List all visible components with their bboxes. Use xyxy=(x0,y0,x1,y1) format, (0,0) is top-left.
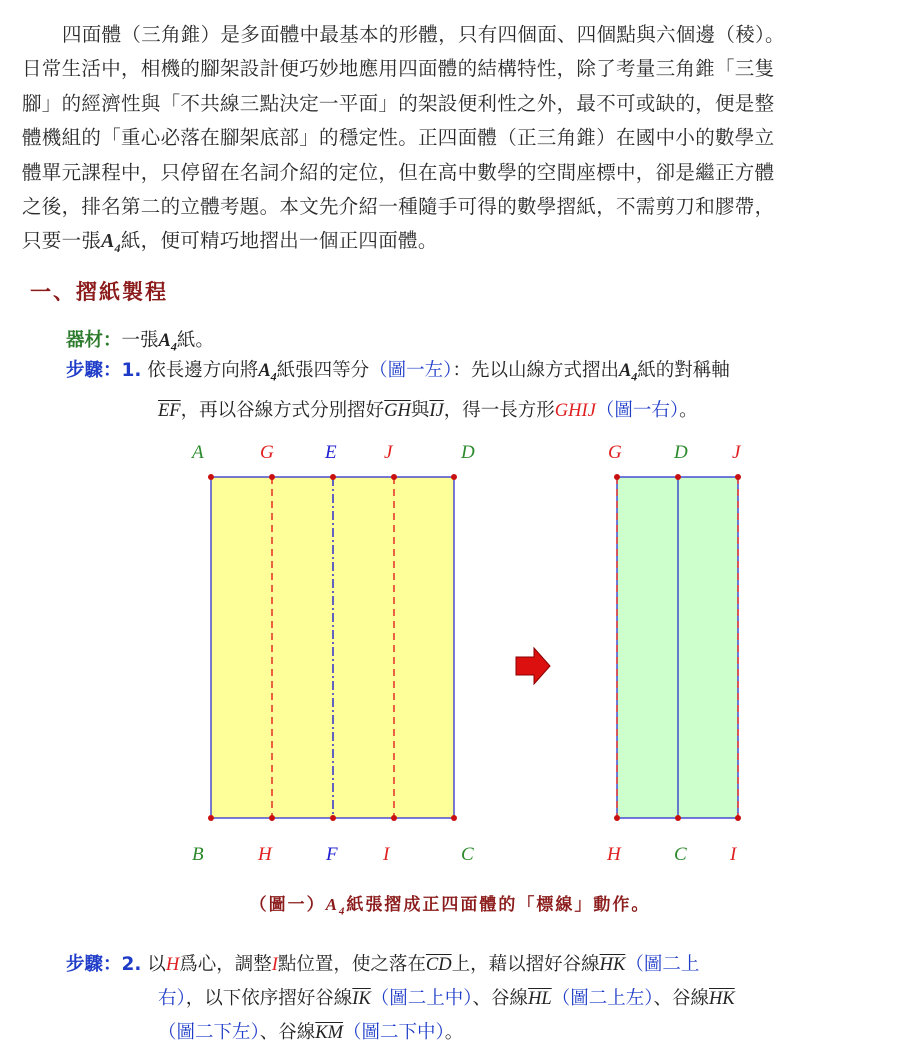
step-1: 步驟：1. 依長邊方向將$A_4$紙張四等分（圖一左）：先以山線方式摺出$A_4$紙的對稱軸 $\overline{EF}$，再以谷線方式分別摺好$\overline{GH}$與$\overline{IJ}$，得一長方形GHIJ（圖一右）。 xyxy=(66,360,730,421)
label-g-right: G xyxy=(608,442,622,463)
right-arrow-icon xyxy=(516,648,550,684)
label-e: E xyxy=(325,442,337,463)
segment-ij: $\overline{IJ}$ xyxy=(429,400,444,421)
figure-ref: （圖一左） xyxy=(369,360,453,381)
intro-line: 之後，排名第二的立體考題。本文先介紹一種隨手可得的數學摺紙，不需剪刀和膠帶， xyxy=(22,195,775,219)
label-h-right: H xyxy=(607,844,621,865)
intro-line: 只要一張$A_4$紙，便可精巧地摺出一個正四面體。 xyxy=(22,229,438,256)
segment-hk-2: $\overline{HK}$ xyxy=(709,989,735,1009)
step-2: 步驟：2. 以H爲心，調整I點位置，使之落在$\overline{CD}$上，藉以摺好谷線$\overline{HK}$（圖二上 右），以下依序摺好谷線$\overline{IK}$（圖二上中）、谷線$\overline{HL}$（圖二上左）、谷線$\overline{HK}$ （圖二下左）、谷線$\overline{KM}$（圖二下中）。 xyxy=(66,954,735,1043)
figure-1-caption: （圖一）$A_4$紙張摺成正四面體的「標線」動作。 xyxy=(249,895,651,918)
label-c-right: C xyxy=(674,844,687,865)
label-j: J xyxy=(384,442,393,463)
figure-ref: （圖二下左） xyxy=(158,1022,260,1043)
segment-gh: $\overline{GH}$ xyxy=(384,400,411,421)
materials-label: 器材： xyxy=(66,330,122,351)
rect-ghij: GHIJ xyxy=(554,400,596,421)
intro-line: 日常生活中，相機的腳架設計便巧妙地應用四面體的結構特性，除了考量三角錐「三隻 xyxy=(22,57,775,81)
segment-hk: $\overline{HK}$ xyxy=(599,955,626,975)
intro-line: 體單元課程中，只停留在名詞介紹的定位，但在高中數學的空間座標中，卻是繼正方體 xyxy=(22,160,775,184)
section-heading: 一、摺紙製程 xyxy=(30,280,168,304)
intro-line: 四面體（三角錐）是多面體中最基本的形體，只有四個面、四個點與六個邊（稜）。 xyxy=(62,23,785,46)
segment-hl: $\overline{HL}$ xyxy=(528,989,552,1009)
label-h: H xyxy=(258,844,272,865)
segment-ik: $\overline{IK}$ xyxy=(352,989,371,1009)
figure-ref: （圖二上左） xyxy=(551,988,654,1009)
segment-km: $\overline{KM}$ xyxy=(315,1023,344,1043)
step-2-label: 步驟：2. xyxy=(66,954,142,975)
segment-cd: $\overline{CD}$ xyxy=(425,955,452,975)
figure-ref: （圖二下中） xyxy=(343,1022,445,1043)
label-i-right: I xyxy=(730,844,737,865)
label-g: G xyxy=(260,442,274,463)
label-d-right: D xyxy=(674,442,688,463)
label-f: F xyxy=(326,844,338,865)
intro-line: 體機組的「重心必落在腳架底部」的穩定性。正四面體（正三角錐）在國中小的數學立 xyxy=(22,126,775,150)
segment-ef: $\overline{EF}$ xyxy=(158,400,181,421)
figure-ref: （圖二上中） xyxy=(370,988,473,1009)
figure-ref: （圖一右） xyxy=(595,399,680,421)
label-d: D xyxy=(461,442,475,463)
label-j-right: J xyxy=(732,442,741,463)
materials-line: 器材：一張$A_4$紙。 xyxy=(66,330,214,354)
label-a: A xyxy=(192,442,204,463)
intro-paragraph xyxy=(22,18,884,266)
label-b: B xyxy=(192,844,204,865)
label-c: C xyxy=(461,844,474,865)
step-1-label: 步驟：1. xyxy=(66,360,142,381)
label-i: I xyxy=(383,844,390,865)
figure-ref: （圖二上 xyxy=(625,954,700,975)
figure-1 xyxy=(0,440,900,880)
intro-line: 腳」的經濟性與「不共線三點決定一平面」的架設便利性之外，最不可或缺的，便是整 xyxy=(22,91,775,115)
